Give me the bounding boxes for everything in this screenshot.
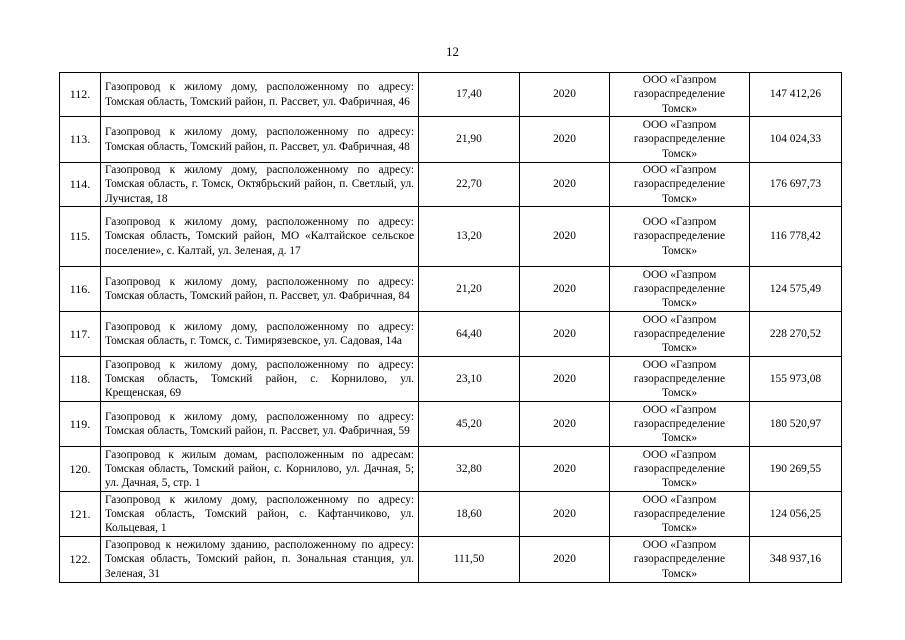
row-number-cell: 115. xyxy=(60,207,101,267)
pipeline-length-cell: 23,10 xyxy=(419,357,520,402)
owner-organization-line: ООО «Газпром xyxy=(642,358,717,371)
object-description-cell: Газопровод к жилому дому, расположенному по адресу: Томская область, Томский район, с. Корнилово, ул. Крещенская, 69 xyxy=(101,357,419,402)
table-row xyxy=(60,492,842,537)
commission-year-cell: 2020 xyxy=(520,207,610,267)
owner-organization-cell xyxy=(610,357,750,402)
book-value-cell: 348 937,16 xyxy=(750,537,842,583)
book-value-cell: 124 056,25 xyxy=(750,492,842,537)
commission-year-cell: 2020 xyxy=(520,402,610,447)
owner-organization-line: ООО «Газпром xyxy=(642,164,717,177)
owner-organization-cell xyxy=(610,312,750,357)
commission-year-cell: 2020 xyxy=(520,312,610,357)
owner-organization-line: Томск» xyxy=(661,244,698,257)
commission-year-cell: 2020 xyxy=(520,163,610,207)
page-number: 12 xyxy=(446,44,459,59)
row-number-cell: 117. xyxy=(60,312,101,357)
commission-year-cell: 2020 xyxy=(520,267,610,312)
pipeline-length-cell: 45,20 xyxy=(419,402,520,447)
owner-organization-cell xyxy=(610,163,750,207)
pipeline-length-cell: 64,40 xyxy=(419,312,520,357)
book-value-cell: 147 412,26 xyxy=(750,73,842,117)
owner-organization-line: газораспределение xyxy=(633,507,726,520)
owner-organization-line: Томск» xyxy=(661,477,698,490)
table-row xyxy=(60,537,842,583)
owner-organization-line: газораспределение xyxy=(633,282,726,295)
table-row xyxy=(60,117,842,163)
book-value-cell: 176 697,73 xyxy=(750,163,842,207)
pipeline-length-cell: 22,70 xyxy=(419,163,520,207)
owner-organization-cell xyxy=(610,73,750,117)
owner-organization-cell xyxy=(610,492,750,537)
commission-year-cell: 2020 xyxy=(520,357,610,402)
book-value-cell: 124 575,49 xyxy=(750,267,842,312)
owner-organization-line: ООО «Газпром xyxy=(642,74,717,87)
owner-organization-line: Томск» xyxy=(661,567,698,580)
row-number-cell: 114. xyxy=(60,163,101,207)
owner-organization-cell xyxy=(610,402,750,447)
row-number-cell: 119. xyxy=(60,402,101,447)
object-description-cell: Газопровод к жилому дому, расположенному по адресу: Томская область, Томский район, п. Рассвет, ул. Фабричная, 59 xyxy=(101,402,419,447)
object-description-cell: Газопровод к жилому дому, расположенному по адресу: Томская область, Томский район, МО «Калтайское сельское поселение», с. Калтай, ул. Зеленая, д. 17 xyxy=(101,207,419,267)
owner-organization-line: ООО «Газпром xyxy=(642,268,717,281)
owner-organization-cell xyxy=(610,117,750,163)
pipeline-length-cell: 13,20 xyxy=(419,207,520,267)
commission-year-cell: 2020 xyxy=(520,73,610,117)
commission-year-cell: 2020 xyxy=(520,117,610,163)
table-row xyxy=(60,163,842,207)
row-number-cell: 120. xyxy=(60,447,101,492)
owner-organization-line: газораспределение xyxy=(633,88,726,101)
object-description-cell: Газопровод к жилому дому, расположенному по адресу: Томская область, г. Томск, с. Тимирязевское, ул. Садовая, 14а xyxy=(101,312,419,357)
registry-table-body xyxy=(60,73,842,583)
book-value-cell: 180 520,97 xyxy=(750,402,842,447)
row-number-cell: 113. xyxy=(60,117,101,163)
table-row xyxy=(60,207,842,267)
object-description-cell: Газопровод к жилым домам, расположенным по адресам: Томская область, Томский район, с. Корнилово, ул. Дачная, 5; ул. Дачная, 5, стр. 1 xyxy=(101,447,419,492)
owner-organization-line: ООО «Газпром xyxy=(642,539,717,552)
object-description-cell: Газопровод к жилому дому, расположенному по адресу: Томская область, Томский район, п. Рассвет, ул. Фабричная, 46 xyxy=(101,73,419,117)
owner-organization-line: Томск» xyxy=(661,522,698,535)
row-number-cell: 116. xyxy=(60,267,101,312)
commission-year-cell: 2020 xyxy=(520,492,610,537)
row-number-cell: 112. xyxy=(60,73,101,117)
table-row xyxy=(60,447,842,492)
commission-year-cell: 2020 xyxy=(520,537,610,583)
registry-table xyxy=(59,72,842,583)
table-row xyxy=(60,267,842,312)
owner-organization-line: газораспределение xyxy=(633,372,726,385)
object-description-cell: Газопровод к жилому дому, расположенному по адресу: Томская область, Томский район, с. Кафтанчиково, ул. Кольцевая, 1 xyxy=(101,492,419,537)
row-number-cell: 121. xyxy=(60,492,101,537)
owner-organization-line: газораспределение xyxy=(633,417,726,430)
object-description-cell: Газопровод к нежилому зданию, расположенному по адресу: Томская область, Томский район, п. Зональная станция, ул. Зеленая, 31 xyxy=(101,537,419,583)
table-row xyxy=(60,402,842,447)
pipeline-length-cell: 17,40 xyxy=(419,73,520,117)
book-value-cell: 190 269,55 xyxy=(750,447,842,492)
table-row xyxy=(60,357,842,402)
object-description-cell: Газопровод к жилому дому, расположенному по адресу: Томская область, Томский район, п. Рассвет, ул. Фабричная, 48 xyxy=(101,117,419,163)
owner-organization-line: ООО «Газпром xyxy=(642,448,717,461)
owner-organization-cell xyxy=(610,537,750,583)
owner-organization-line: ООО «Газпром xyxy=(642,403,717,416)
pipeline-length-cell: 18,60 xyxy=(419,492,520,537)
owner-organization-line: газораспределение xyxy=(633,553,726,566)
owner-organization-line: ООО «Газпром xyxy=(642,119,717,132)
table-row xyxy=(60,73,842,117)
book-value-cell: 228 270,52 xyxy=(750,312,842,357)
commission-year-cell: 2020 xyxy=(520,447,610,492)
owner-organization-line: Томск» xyxy=(661,387,698,400)
owner-organization-cell xyxy=(610,207,750,267)
owner-organization-cell xyxy=(610,267,750,312)
pipeline-length-cell: 21,20 xyxy=(419,267,520,312)
owner-organization-cell xyxy=(610,447,750,492)
owner-organization-line: газораспределение xyxy=(633,133,726,146)
object-description-cell: Газопровод к жилому дому, расположенному по адресу: Томская область, г. Томск, Октябрьский район, п. Светлый, ул. Лучистая, 18 xyxy=(101,163,419,207)
owner-organization-line: Томск» xyxy=(661,192,698,205)
owner-organization-line: Томск» xyxy=(661,102,698,115)
owner-organization-line: ООО «Газпром xyxy=(642,216,717,229)
row-number-cell: 118. xyxy=(60,357,101,402)
owner-organization-line: ООО «Газпром xyxy=(642,493,717,506)
owner-organization-line: газораспределение xyxy=(633,178,726,191)
owner-organization-line: ООО «Газпром xyxy=(642,313,717,326)
pipeline-length-cell: 21,90 xyxy=(419,117,520,163)
book-value-cell: 155 973,08 xyxy=(750,357,842,402)
owner-organization-line: газораспределение xyxy=(633,230,726,243)
owner-organization-line: газораспределение xyxy=(633,327,726,340)
pipeline-length-cell: 111,50 xyxy=(419,537,520,583)
pipeline-length-cell: 32,80 xyxy=(419,447,520,492)
owner-organization-line: Томск» xyxy=(661,432,698,445)
owner-organization-line: газораспределение xyxy=(633,462,726,475)
object-description-cell: Газопровод к жилому дому, расположенному по адресу: Томская область, Томский район, п. Рассвет, ул. Фабричная, 84 xyxy=(101,267,419,312)
owner-organization-line: Томск» xyxy=(661,342,698,355)
owner-organization-line: Томск» xyxy=(661,297,698,310)
row-number-cell: 122. xyxy=(60,537,101,583)
book-value-cell: 104 024,33 xyxy=(750,117,842,163)
book-value-cell: 116 778,42 xyxy=(750,207,842,267)
owner-organization-line: Томск» xyxy=(661,147,698,160)
table-row xyxy=(60,312,842,357)
